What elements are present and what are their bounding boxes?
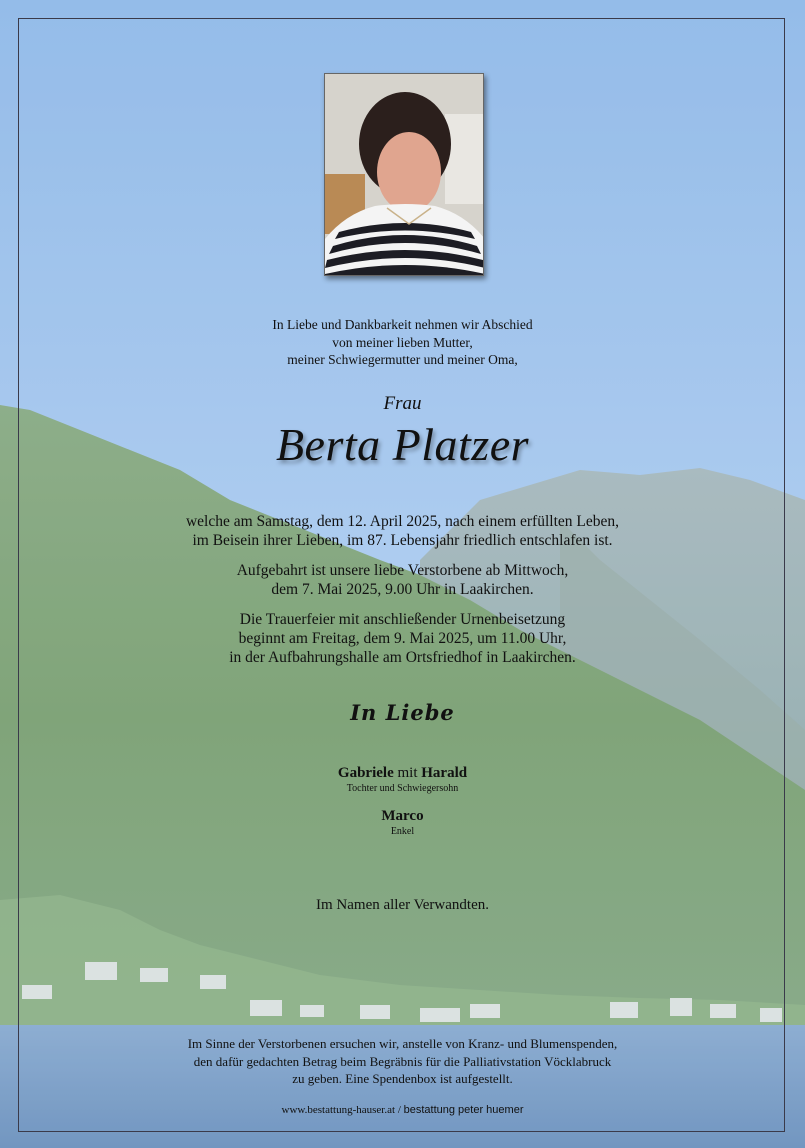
laying-out-paragraph	[0, 561, 805, 599]
death-paragraph	[0, 512, 805, 550]
donation-note	[0, 1035, 805, 1088]
paragraph-line: welche am Samstag, dem 12. April 2025, nach einem erfüllten Leben,	[185, 513, 619, 530]
mourner-role: Tochter und Schwiegersohn	[346, 783, 459, 794]
mourner-name: Marco	[381, 808, 424, 824]
paragraph-line: beginnt am Freitag, dem 9. Mai 2025, um 11.00 Uhr,	[238, 630, 567, 647]
intro-line: In Liebe und Dankbarkeit nehmen wir Abschied	[272, 317, 533, 332]
mourner-entry	[0, 808, 805, 837]
paragraph-line: im Beisein ihrer Lieben, im 87. Lebensjahr friedlich entschlafen ist.	[192, 532, 613, 549]
name-prefix: Frau	[383, 393, 422, 414]
mourner-names	[0, 808, 805, 825]
ceremony-paragraph	[0, 610, 805, 667]
firm-name: bestattung peter huemer	[403, 1104, 524, 1116]
relatives-note: Im Namen aller Verwandten.	[316, 897, 489, 913]
donation-line: zu geben. Eine Spendenbox ist aufgestellt.	[292, 1071, 513, 1086]
website-link[interactable]: www.bestattung-hauser.at	[281, 1104, 396, 1116]
footer	[0, 1104, 805, 1116]
footer-separator: /	[395, 1104, 404, 1116]
mourner-names	[0, 765, 805, 782]
in-love-script: In Liebe	[350, 700, 455, 725]
deceased-name: Berta Platzer	[275, 419, 530, 470]
mourner-joiner: mit	[393, 765, 422, 781]
intro-line: von meiner lieben Mutter,	[332, 334, 473, 350]
paragraph-line: Aufgebahrt ist unsere liebe Verstorbene ab Mittwoch,	[236, 562, 569, 579]
donation-line: den dafür gedachten Betrag beim Begräbnis für die Palliativstation Vöcklabruck	[193, 1053, 612, 1069]
paragraph-line: dem 7. Mai 2025, 9.00 Uhr in Laakirchen.	[271, 581, 534, 598]
intro-line: meiner Schwiegermutter und meiner Oma,	[287, 352, 518, 367]
paragraph-line: Die Trauerfeier mit anschließender Urnenbeisetzung	[239, 611, 566, 628]
mourner-entry	[0, 765, 805, 794]
donation-line: Im Sinne der Verstorbenen ersuchen wir, anstelle von Kranz- und Blumenspenden,	[187, 1036, 618, 1051]
mourner-name: Harald	[421, 765, 468, 781]
mourner-name: Gabriele	[337, 765, 394, 781]
mourner-role: Enkel	[390, 826, 415, 837]
portrait-photo	[324, 73, 484, 276]
intro-text	[0, 316, 805, 369]
paragraph-line: in der Aufbahrungshalle am Ortsfriedhof in Laakirchen.	[229, 649, 576, 666]
